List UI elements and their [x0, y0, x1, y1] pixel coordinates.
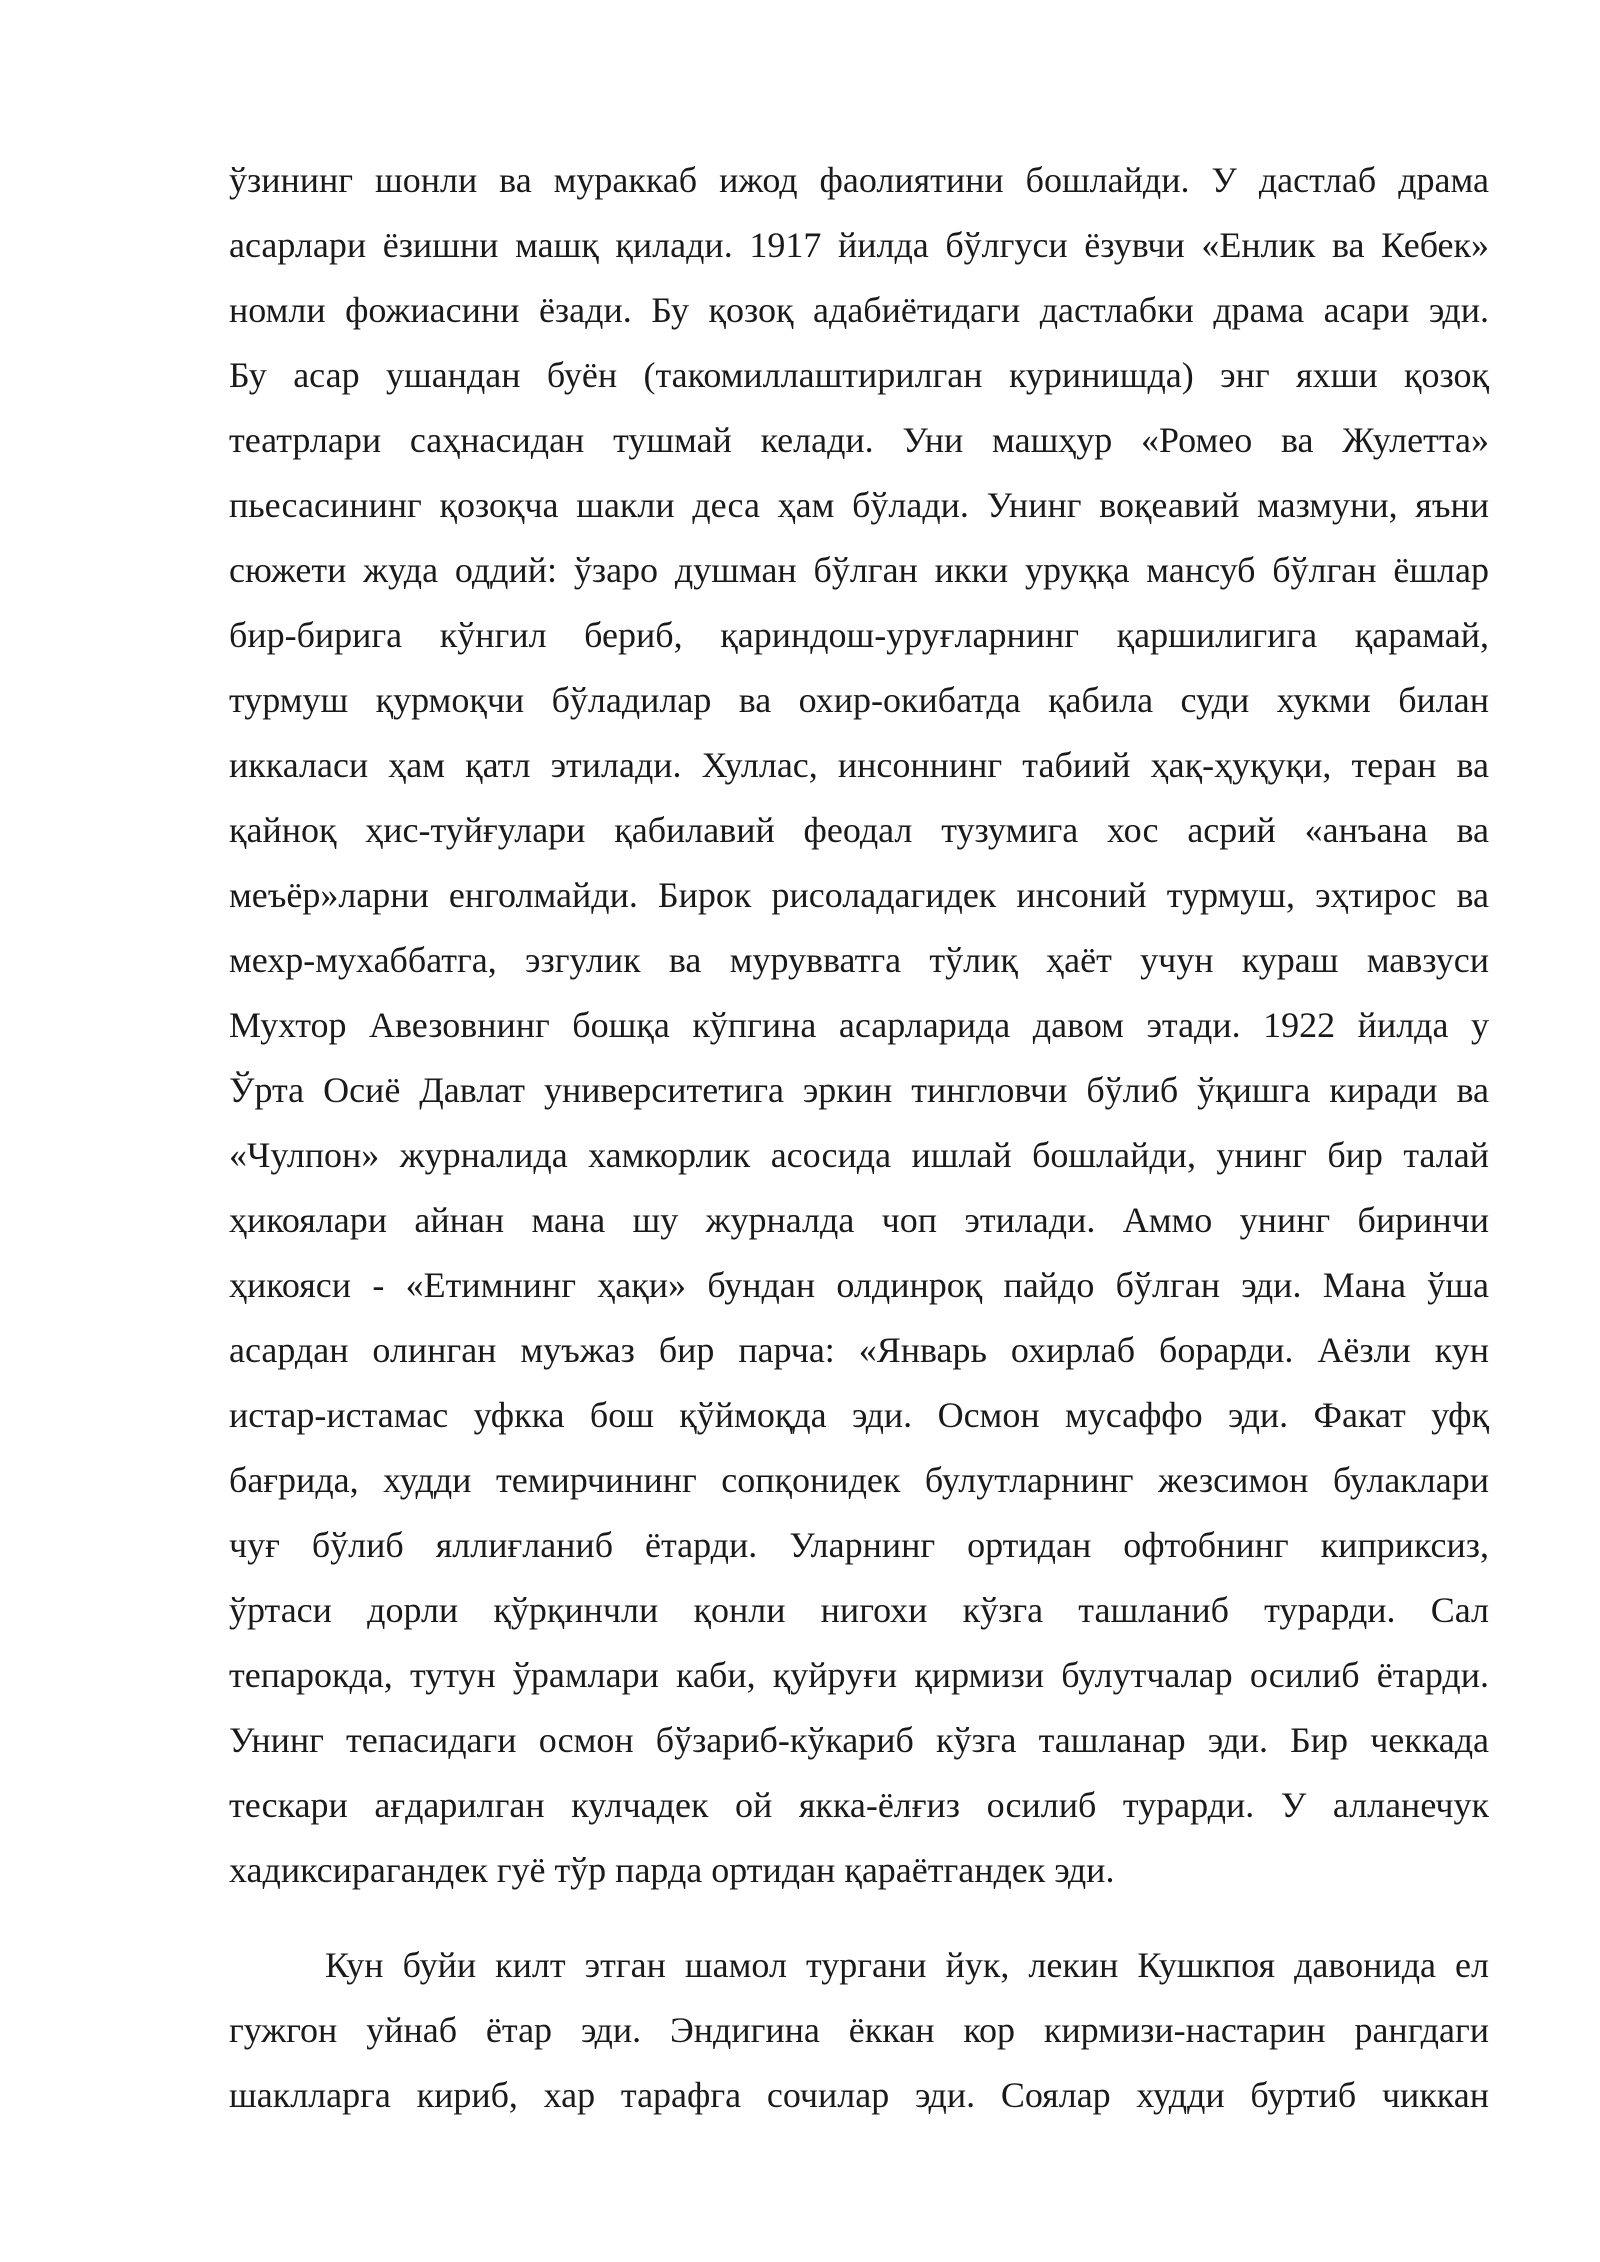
text-line: шаклларга кириб, хар тарафга сочилар эди. Соялар худди буртиб чиккан [229, 2075, 1489, 2115]
text-line: Унинг тепасидаги осмон бўзариб-кўкариб кўзга ташланар эди. Бир чеккада [229, 1720, 1489, 1760]
paragraph [229, 1933, 1489, 2128]
document-page [229, 148, 1489, 2128]
text-line: иккаласи ҳам қатл этилади. Хуллас, инсоннинг табиий ҳақ-ҳуқуқи, теран ва [229, 745, 1489, 785]
text-line: бир-бирига кўнгил бериб, қариндош-уруғларнинг қаршилигига қарамай, [229, 615, 1489, 655]
text-line: хадиксирагандек гуё тўр парда ортидан қараётгандек эди. [229, 1850, 1115, 1890]
text-line: мехр-мухаббатга, эзгулик ва мурувватга тўлиқ ҳаёт учун кураш мавзуси [229, 940, 1489, 980]
text-line: ўртаси дорли қўрқинчли қонли нигохи кўзга ташланиб турарди. Сал [229, 1590, 1489, 1630]
text-line: Бу асар ушандан буён (такомиллаштирилган куринишда) энг яхши қозоқ [229, 355, 1489, 395]
text-line: сюжети жуда оддий: ўзаро душман бўлган икки уруққа мансуб бўлган ёшлар [229, 550, 1489, 590]
text-line: пьесасининг қозоқча шакли деса ҳам бўлади. Унинг воқеавий мазмуни, яъни [229, 485, 1489, 525]
text-line: номли фожиасини ёзади. Бу қозоқ адабиётидаги дастлабки драма асари эди. [229, 290, 1489, 330]
text-line: ўзининг шонли ва мураккаб ижод фаолиятини бошлайди. У дастлаб драма [229, 160, 1489, 200]
text-line: ҳикояси - «Етимнинг ҳақи» бундан олдинроқ пайдо бўлган эди. Мана ўша [229, 1265, 1489, 1305]
text-line: Мухтор Авезовнинг бошқа кўпгина асарларида давом этади. 1922 йилда у [229, 1005, 1489, 1045]
text-line: Кун буйи килт этган шамол тургани йук, лекин Кушкпоя давонида ел [325, 1945, 1489, 1985]
text-line: бағрида, худди темирчининг сопқонидек булутларнинг жезсимон булаклари [229, 1460, 1489, 1500]
text-line: меъёр»ларни енголмайди. Бирок рисоладагидек инсоний турмуш, эҳтирос ва [229, 875, 1489, 915]
text-line: асардан олинган муъжаз бир парча: «Январь охирлаб борарди. Аёзли кун [229, 1330, 1489, 1370]
text-line: тескари ағдарилган кулчадек ой якка-ёлғиз осилиб турарди. У алланечук [229, 1785, 1489, 1825]
text-line: чуғ бўлиб яллиғланиб ётарди. Уларнинг ортидан офтобнинг киприксиз, [229, 1525, 1489, 1565]
text-line: Ўрта Осиё Давлат университетига эркин тингловчи бўлиб ўқишга киради ва [229, 1070, 1489, 1110]
text-line: турмуш қурмоқчи бўладилар ва охир-окибатда қабила суди хукми билан [229, 680, 1489, 720]
text-line: истар-истамас уфкка бош қўймоқда эди. Осмон мусаффо эди. Факат уфқ [229, 1395, 1489, 1435]
text-line: гужгон уйнаб ётар эди. Эндигина ёккан кор кирмизи-настарин рангдаги [229, 2010, 1489, 2050]
text-line: театрлари саҳнасидан тушмай келади. Уни машҳур «Ромео ва Жулетта» [229, 420, 1489, 460]
paragraph [229, 148, 1489, 1903]
text-line: тепарокда, тутун ўрамлари каби, қуйруғи қирмизи булутчалар осилиб ётарди. [229, 1655, 1489, 1695]
text-line: ҳикоялари айнан мана шу журналда чоп этилади. Аммо унинг биринчи [229, 1200, 1489, 1240]
text-line: «Чулпон» журналида хамкорлик асосида ишлай бошлайди, унинг бир талай [229, 1135, 1489, 1175]
text-line: асарлари ёзишни машқ қилади. 1917 йилда бўлгуси ёзувчи «Енлик ва Кебек» [229, 225, 1489, 265]
document-body [229, 148, 1489, 2128]
text-line: қайноқ ҳис-туйғулари қабилавий феодал тузумига хос асрий «анъана ва [229, 810, 1489, 850]
